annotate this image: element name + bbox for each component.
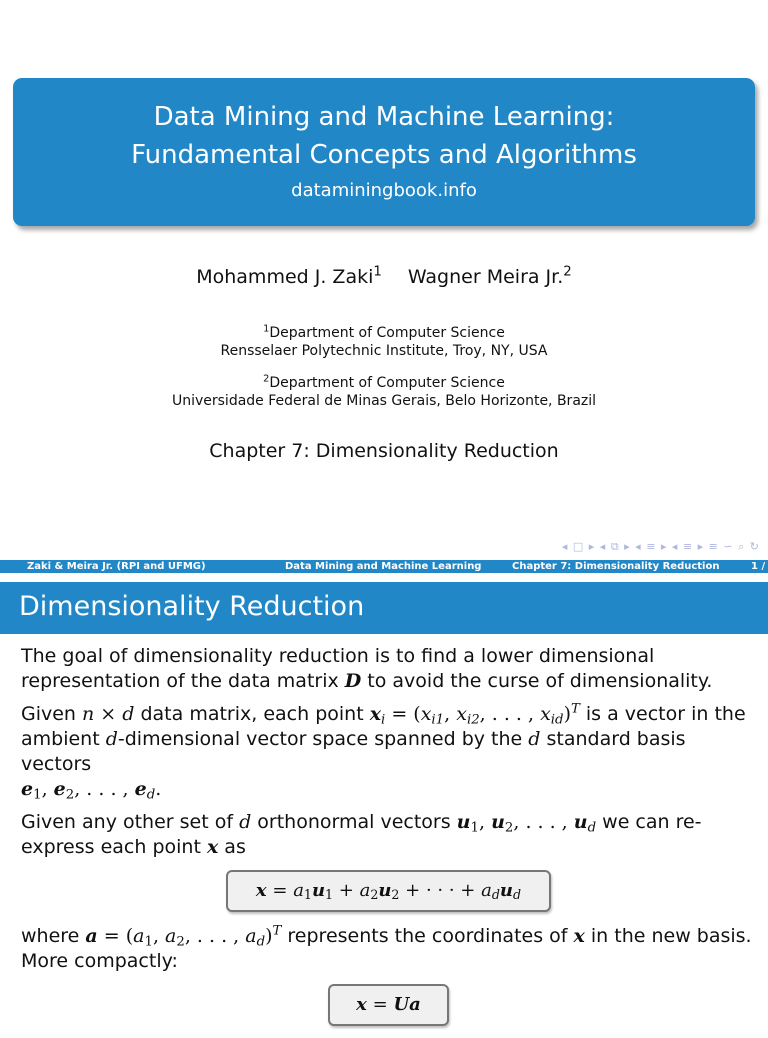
paragraph-coordinates: where $a = (a_1$, $a_2$, . . . , $a_d)^T$ represents the coordinates of x in the new basis. More compactly:: [21, 923, 752, 972]
affiliation-2-dept: Department of Computer Science: [269, 375, 505, 391]
paragraph-orthonormal: Given any other set of d orthonormal vectors $u_1$, $u_2$, . . . , $u_d$ we can re-express each point x as: [21, 811, 702, 858]
footer-book: Data Mining and Machine Learning: [285, 561, 482, 572]
affiliation-1-inst: Rensselaer Polytechnic Institute, Troy, NY, USA: [220, 343, 548, 359]
author-2: Wagner Meira Jr.: [407, 266, 564, 288]
chapter-title: Chapter 7: Dimensionality Reduction: [209, 440, 559, 462]
book-url: dataminingbook.info: [291, 180, 477, 201]
author-2-mark: 2: [563, 264, 572, 280]
frame-title: Dimensionality Reduction: [0, 582, 768, 634]
beamer-navigation-icons[interactable]: ◂ □ ▸ ◂ ⧉ ▸ ◂ ≡ ▸ ◂ ≡ ▸ ≡ ∽ ⌕ ↻: [561, 540, 760, 553]
book-title-line2: Fundamental Concepts and Algorithms: [131, 140, 637, 170]
slide-footer: [0, 560, 768, 573]
affiliation-1-mark: 1: [263, 323, 270, 335]
paragraph-goal: The goal of dimensionality reduction is to find a lower dimensional representation of the data matrix D to avoid the curse of dimensionality.: [21, 645, 713, 692]
affiliation-2-inst: Universidade Federal de Minas Gerais, Belo Horizonte, Brazil: [171, 393, 597, 409]
affiliation-1-dept: Department of Computer Science: [269, 325, 505, 341]
paragraph-data-matrix: Given n × d data matrix, each point $x_i = (x_{i1}$, $x_{i2}$, . . . , $x_{id})^T$ is a vector in the ambient d-dimensional vector space spanned by the d standard basis vectors $e_1$, $e_2$, . . . , $e_d$.: [21, 701, 746, 803]
author-1-mark: 1: [373, 264, 382, 280]
footer-chapter: Chapter 7: Dimensionality Reduction: [512, 561, 720, 572]
book-title-line1: Data Mining and Machine Learning:: [153, 102, 615, 132]
equation-linear-combination: $x = a_1u_1 + a_2u_2$ + · · · + $a_du_d$: [226, 870, 551, 912]
equation-1-wrap: [21, 870, 756, 912]
author-1: Mohammed J. Zaki: [196, 266, 374, 288]
affiliation-2-mark: 2: [263, 373, 270, 385]
affiliation-1: [0, 324, 768, 360]
slide-body: [21, 644, 756, 1038]
equation-matrix-form: x = Ua: [328, 984, 449, 1026]
footer-authors: Zaki & Meira Jr. (RPI and UFMG): [27, 561, 206, 572]
equation-2-wrap: [21, 984, 756, 1026]
footer-page-number: 1 /: [751, 561, 766, 572]
affiliation-2: [0, 374, 768, 410]
title-block: [13, 78, 755, 226]
authors: [0, 266, 768, 288]
